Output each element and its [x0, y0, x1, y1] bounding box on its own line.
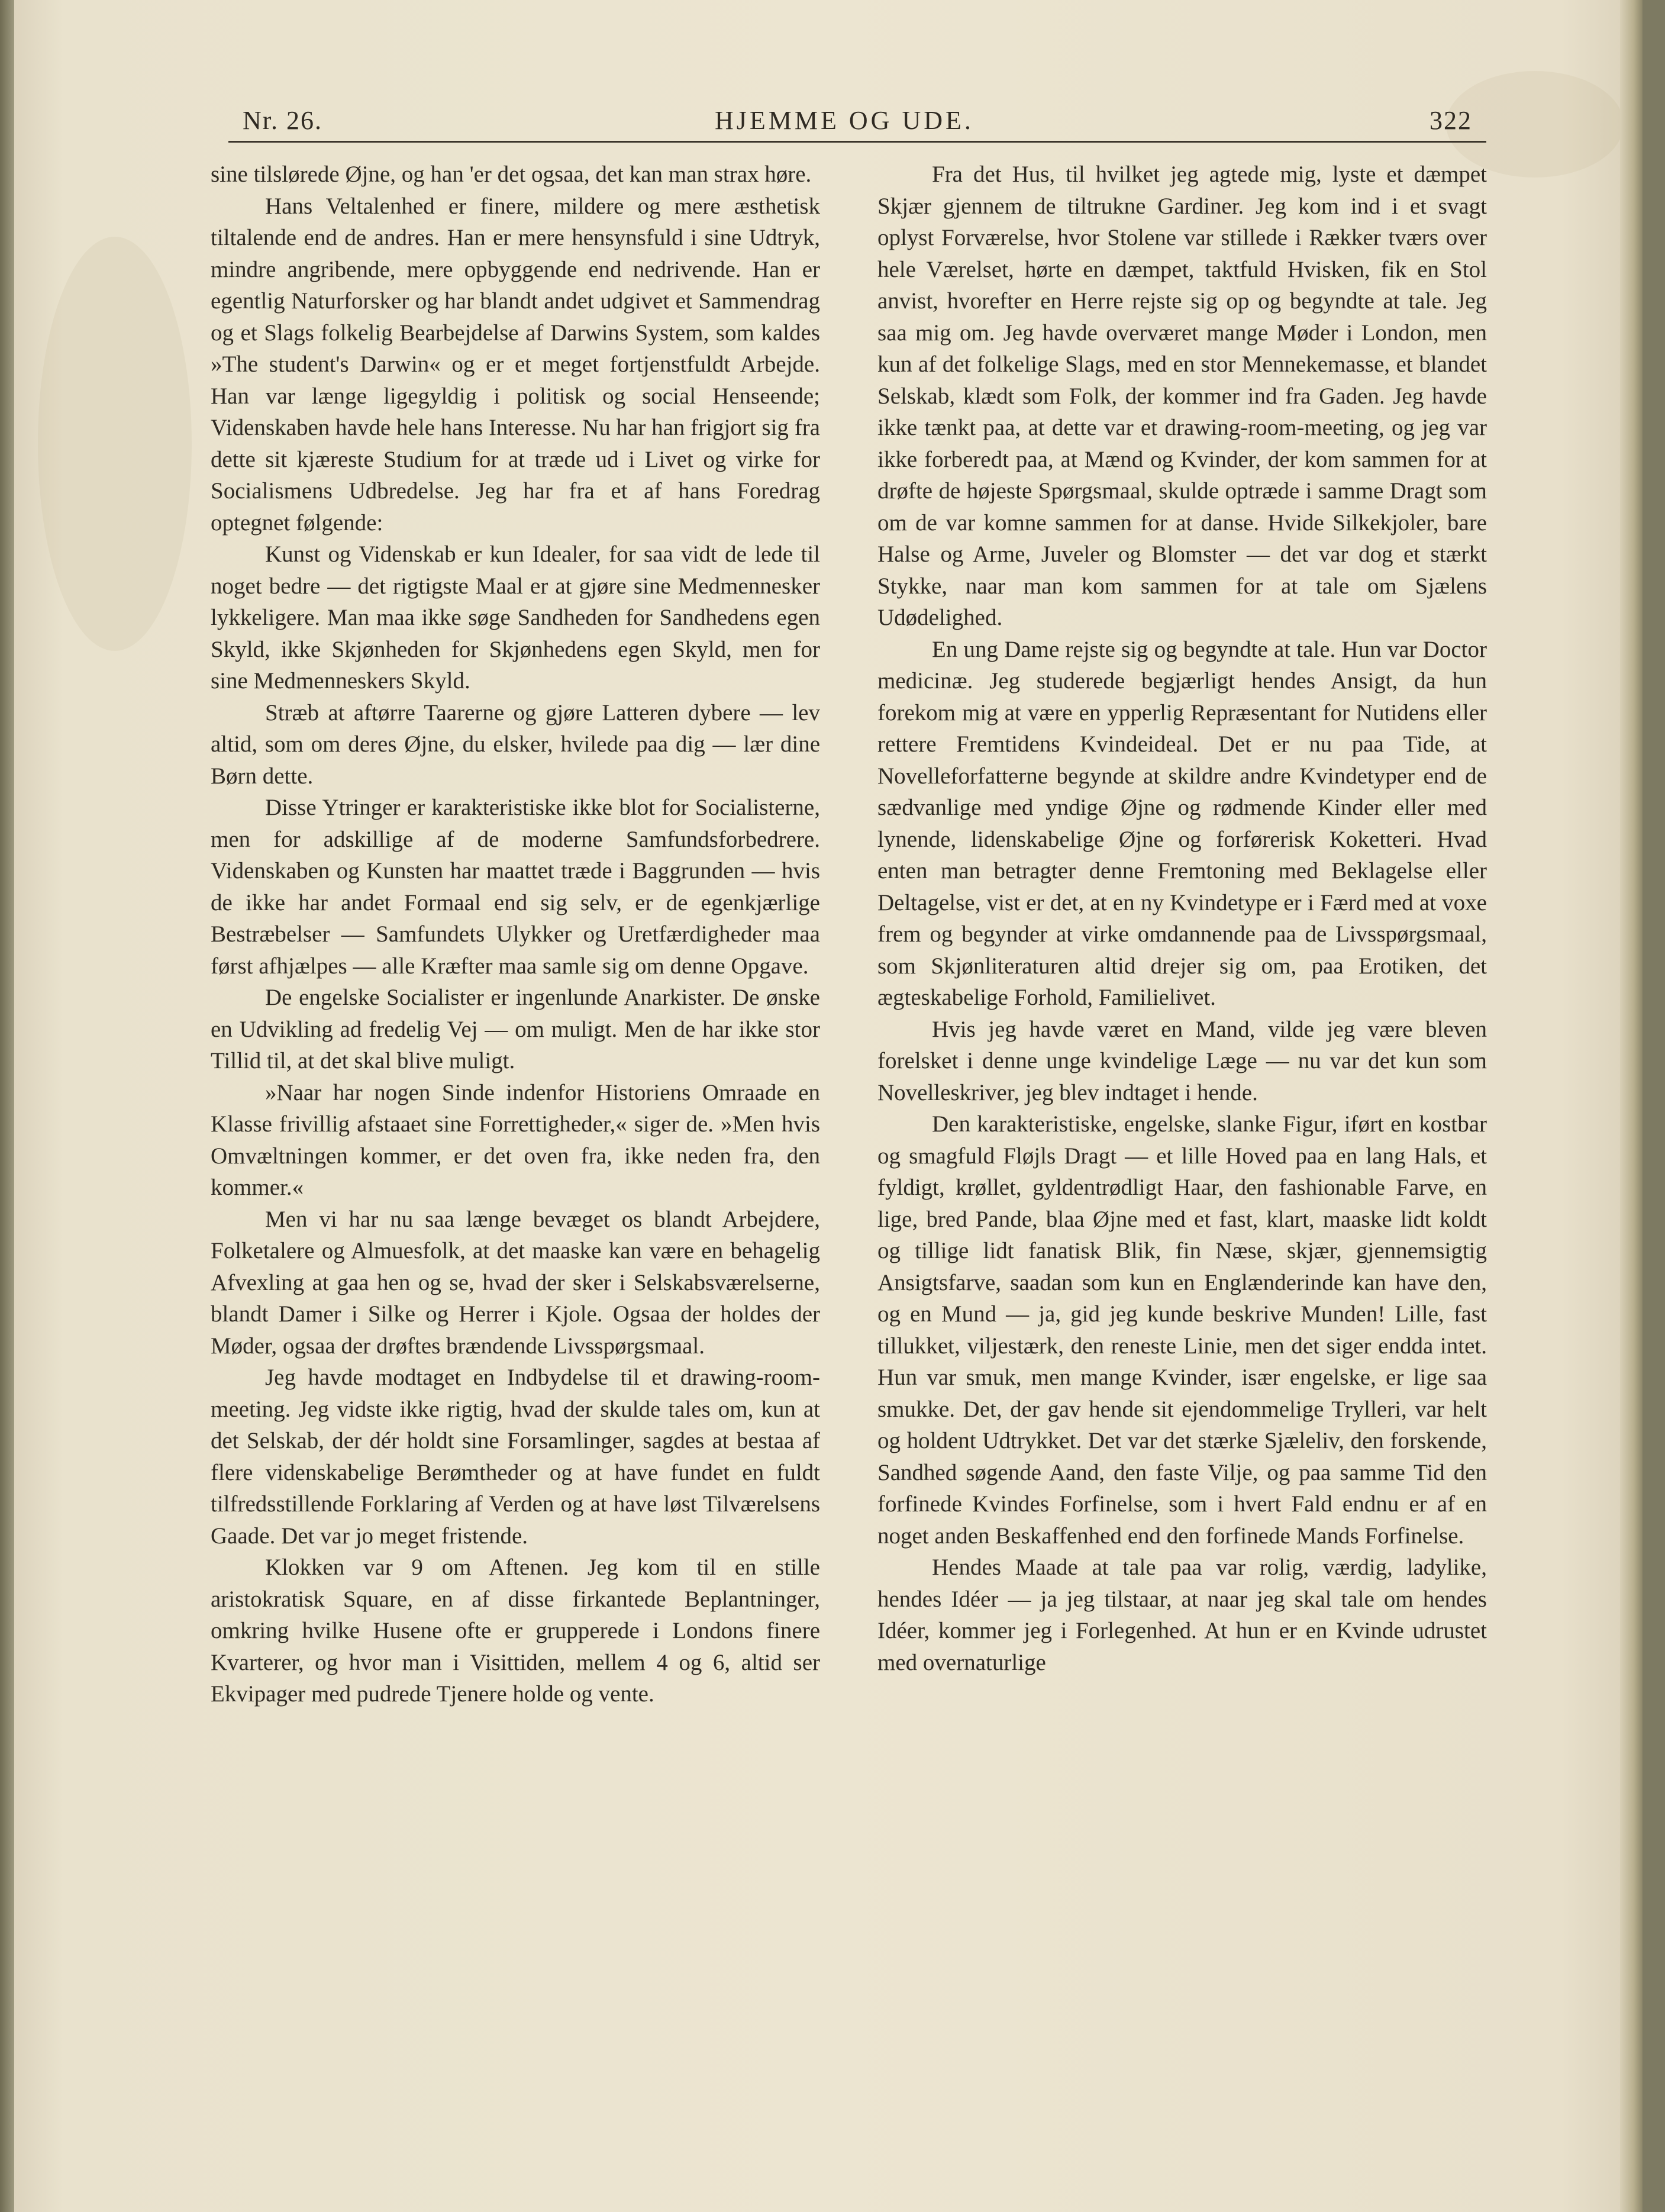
paper-stain [38, 237, 192, 651]
issue-number: Nr. 26. [243, 106, 322, 135]
page-number: 322 [1430, 106, 1472, 135]
paragraph: Disse Ytringer er karakteristiske ikke blot for Socialisterne, men for adskillige af de moderne Samfundsforbedrere. Videnskaben og Kunsten har maattet træde i Baggrunden — hvis de ikke har andet Formaal end sig selv, er de egenkjærlige Bestræbelser — Samfundets Ulykker og Uretfærdigheder maa først afhjælpes — alle Kræfter maa samle sig om denne Opgave. [211, 795, 820, 979]
paragraph: sine tilslørede Øjne, og han 'er det ogsaa, det kan man strax høre. [211, 162, 812, 187]
paragraph: En ung Dame rejste sig og begyndte at tale. Hun var Doctor medicinæ. Jeg studerede begjærligt hendes Ansigt, da hun forekom mig at være en ypperlig Repræsentant for Nutidens eller rettere Fremtidens Kvindeideal. Det er nu paa Tide, at Novelleforfatterne begynde at skildre andre Kvindetyper end de sædvanlige med yndige Øjne og rødmende Kinder eller med lynende, lidenskabelige Øjne og forførerisk Koketteri. Hvad enten man betragter denne Fremtoning med Beklagelse eller Deltagelse, vist er det, at en ny Kvindetype er i Færd med at voxe frem og begynder at virke omdannende paa de Livsspørgsmaal, som Skjønliteraturen altid drejer sig om, paa Erotiken, det ægteskabelige Forhold, Familielivet. [877, 636, 1487, 1010]
paragraph: De engelske Socialister er ingenlunde Anarkister. De ønske en Udvikling ad fredelig Vej — om muligt. Men de har ikke stor Tillid til, at det skal blive muligt. [211, 985, 820, 1073]
running-header [228, 102, 1486, 138]
paragraph: Hans Veltalenhed er finere, mildere og mere æsthetisk tiltalende end de andres. Han er mere hensynsfuld i sine Udtryk, mindre angribende, mere opbyggende end nedrivende. Han er egentlig Naturforsker og har blandt andet udgivet et Sammendrag og et Slags folkelig Bearbejdelse af Darwins System, som kaldes »The student's Darwin« og er et meget fortjenstfuldt Arbejde. Han var længe ligegyldig i politisk og social Henseende; Videnskaben havde hele hans Interesse. Nu har han frigjort sig fra dette sit kjæreste Studium for at træde ud i Livet og virke for Socialismens Udbredelse. Jeg har fra et af hans Foredrag optegnet følgende: [211, 193, 820, 536]
header-rule [228, 141, 1486, 143]
paragraph: Stræb at aftørre Taarerne og gjøre Latteren dybere — lev altid, som om deres Øjne, du elsker, hvilede paa dig — lær dine Børn dette. [211, 699, 820, 789]
paragraph: Kunst og Videnskab er kun Idealer, for saa vidt de lede til noget bedre — det rigtigste Maal er at gjøre sine Medmennesker lykkeligere. Man maa ikke søge Sandheden for Sandhedens egen Skyld, ikke Skjønheden for Skjønhedens egen Skyld, men for sine Medmenneskers Skyld. [211, 541, 820, 694]
paragraph: Fra det Hus, til hvilket jeg agtede mig, lyste et dæmpet Skjær gjennem de tiltrukne Gardiner. Jeg kom ind i et svagt oplyst Forværelse, hvor Stolene var stillede i Rækker tværs over hele Værelset, hørte en dæmpet, taktfuld Hvisken, fik en Stol anvist, hvorefter en Herre rejste sig op og begyndte at tale. Jeg saa mig om. Jeg havde overværet mange Møder i London, men kun af det folkelige Slags, med en stor Mennekemasse, et blandet Selskab, klædt som Folk, der kommer ind fra Gaden. Jeg havde ikke tænkt paa, at dette var et drawing-room-meeting, og jeg var ikke forberedt paa, at Mænd og Kvinder, der kom sammen for at drøfte de højeste Spørgsmaal, skulde optræde i samme Dragt som om de var komne sammen for at danse. Hvide Silkekjoler, bare Halse og Arme, Juveler og Blomster — det var dog et stærkt Stykke, naar man kom sammen for at tale om Sjælens Udødelighed. [877, 162, 1487, 630]
page-edge [1620, 0, 1643, 2212]
periodical-title: HJEMME OG UDE. [715, 106, 974, 135]
left-column [211, 159, 820, 1710]
paragraph: »Naar har nogen Sinde indenfor Historiens Omraade en Klasse frivillig afstaaet sine Forrettigheder,« siger de. »Men hvis Omvæltningen kommer, er det oven fra, ikke neden fra, den kommer.« [211, 1079, 820, 1200]
paragraph: Den karakteristiske, engelske, slanke Figur, iført en kostbar og smagfuld Fløjls Dragt — et lille Hoved paa en lang Hals, et fyldigt, krøllet, gyldentrødligt Haar, den fashionable Farve, en lige, bred Pande, blaa Øjne med et fast, klart, maaske lidt koldt og tillige lidt fanatisk Blik, fin Næse, skjær, gjennemsigtig Ansigtsfarve, saadan som kun en Englænderinde kan have den, og en Mund — ja, gid jeg kunde beskrive Munden! Lille, fast tillukket, viljestærk, den reneste Linie, men det siger endda intet. Hun var smuk, men mange Kvinder, især engelske, er lige saa smukke. Det, der gav hende sit ejendommelige Trylleri, var helt og holdent Udtrykket. Det var det stærke Sjæleliv, den forskende, Sandhed søgende Aand, den faste Vilje, og paa samme Tid den forfinede Kvindes Forfinelse, som i hvert Fald endnu er af en noget anden Beskaffenhed end den forfinede Mands Forfinelse. [877, 1111, 1487, 1549]
page-binding [0, 0, 14, 2212]
paragraph: Men vi har nu saa længe bevæget os blandt Arbejdere, Folketalere og Almuesfolk, at det maaske kan være en behagelig Afvexling at gaa hen og se, hvad der sker i Selskabsværelserne, blandt Damer i Silke og Herrer i Kjole. Ogsaa der holdes der Møder, ogsaa der drøftes brændende Livsspørgsmaal. [211, 1206, 820, 1359]
paragraph: Klokken var 9 om Aftenen. Jeg kom til en stille aristokratisk Square, en af disse firkantede Beplantninger, omkring hvilke Husene ofte er grupperede i Londons finere Kvarterer, og hvor man i Visittiden, mellem 4 og 6, altid ser Ekvipager med pudrede Tjenere holde og vente. [211, 1555, 820, 1707]
paragraph: Jeg havde modtaget en Indbydelse til et drawing-room-meeting. Jeg vidste ikke rigtig, hvad der skulde tales om, kun at det Selskab, der dér holdt sine Forsamlinger, sagdes at bestaa af flere videnskabelige Berømtheder og at have fundet en fuldt tilfredsstillende Forklaring af Verden og at have løst Tilværelsens Gaade. Det var jo meget fristende. [211, 1365, 820, 1549]
paragraph: Hvis jeg havde været en Mand, vilde jeg være bleven forelsket i denne unge kvindelige Læge — nu var det kun som Novelleskriver, jeg blev indtaget i hende. [877, 1016, 1487, 1105]
right-column [877, 159, 1487, 1678]
paragraph: Hendes Maade at tale paa var rolig, værdig, ladylike, hendes Idéer — ja jeg tilstaar, at naar jeg skal tale om hendes Idéer, kommer jeg i Forlegenhed. At hun er en Kvinde udrustet med overnaturlige [877, 1555, 1487, 1675]
